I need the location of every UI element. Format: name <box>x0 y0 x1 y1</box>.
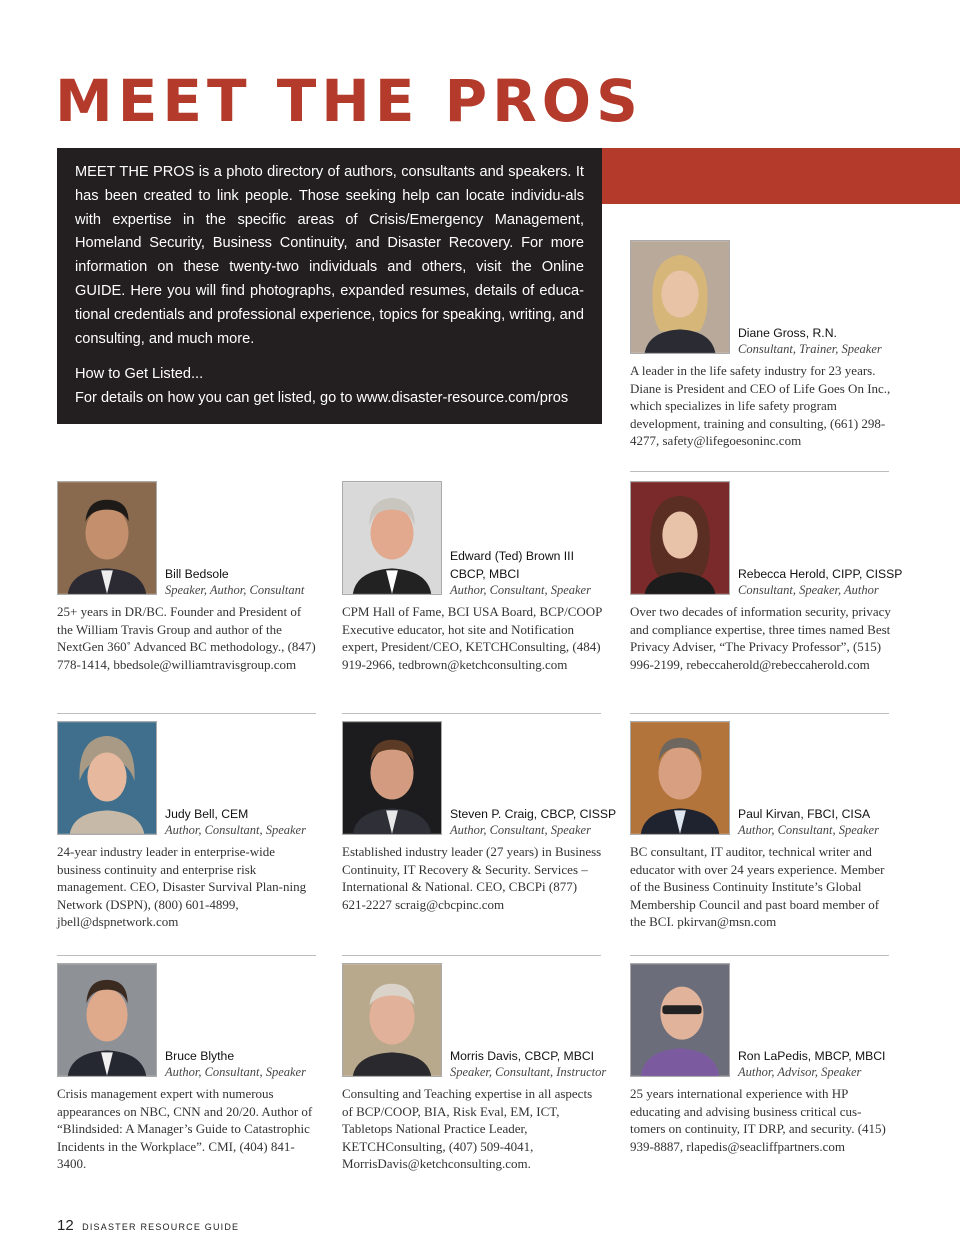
pro-roles: Speaker, Consultant, Instructor <box>450 1065 607 1079</box>
pro-bio: 25 years international experience with HP educating and advising business critical cus-tomers on continuity, IT DRP, and security. (415) 939-8887, rlapedis@seacliffpartners.com <box>630 1086 886 1154</box>
pro-name: Judy Bell, CEM <box>165 807 249 821</box>
how-to-get-listed-heading: How to Get Listed... <box>75 366 204 383</box>
pro-bio: 25+ years in DR/BC. Founder and President of the William Travis Group and author of the NextGen 360˚ Advanced BC methodology., (847) 778-1414, bbedsole@williamtravisgroup.com <box>57 604 316 672</box>
pro-roles: Consultant, Trainer, Speaker <box>738 342 882 356</box>
page-number: 12 <box>57 1217 74 1234</box>
intro-box <box>57 148 602 424</box>
pro-name: Bruce Blythe <box>165 1049 235 1063</box>
pro-name: Steven P. Craig, CBCP, CISSP <box>450 807 617 821</box>
pro-name: Bill Bedsole <box>165 567 229 581</box>
pro-name: Paul Kirvan, FBCI, CISA <box>738 807 871 821</box>
pro-name: Morris Davis, CBCP, MBCI <box>450 1049 595 1063</box>
page-title: MEET THE PROS <box>55 67 643 135</box>
pro-credentials: CBCP, MBCI <box>450 567 520 581</box>
pro-roles: Author, Consultant, Speaker <box>450 823 591 837</box>
pro-bio: Over two decades of information security, privacy and compliance expertise, three times named Best Privacy Adviser, “The Privacy Professor”, (515) 996-2199, rebeccaherold@rebeccaherold.com <box>630 604 891 672</box>
pro-photo <box>630 963 730 1077</box>
divider <box>630 713 889 714</box>
pro-roles: Consultant, Speaker, Author <box>738 583 879 597</box>
pro-roles: Author, Consultant, Speaker <box>165 823 306 837</box>
divider <box>342 713 601 714</box>
pro-name: Ron LaPedis, MBCP, MBCI <box>738 1049 886 1063</box>
pro-photo <box>630 721 730 835</box>
publication-name: DISASTER RESOURCE GUIDE <box>82 1222 240 1232</box>
pro-bio: A leader in the life safety industry for 23 years. Diane is President and CEO of Life Goes On Inc., which specializes in life safety program development, training and consulting, (661) 298-4277, safety@lifegoesoninc.com <box>630 363 891 449</box>
pro-photo <box>57 481 157 595</box>
pro-roles: Speaker, Author, Consultant <box>165 583 305 597</box>
pro-photo <box>342 721 442 835</box>
how-to-get-listed-text: For details on how you can get listed, go to www.disaster-resource.com/pros <box>75 390 569 407</box>
pro-bio: Crisis management expert with numerous appearances on NBC, CNN and 20/20. Author of “Blindsided: A Manager’s Guide to Catastrophic Incidents in the Workplace”. CMI, (404) 841-3400. <box>57 1086 313 1172</box>
divider <box>342 955 601 956</box>
pro-name: Diane Gross, R.N. <box>738 326 837 340</box>
accent-band <box>600 148 960 204</box>
pro-bio: Established industry leader (27 years) in Business Continuity, IT Recovery & Security. Services – International & National. CEO, CBCPi (877) 621-2227 scraig@cbcpinc.com <box>342 844 602 912</box>
pro-photo <box>342 963 442 1077</box>
divider <box>630 955 889 956</box>
pro-bio: CPM Hall of Fame, BCI USA Board, BCP/COOP Executive educator, hot site and Notification expert, President/CEO, KETCHConsulting, (484) 919-2966, tedbrown@ketchconsulting.com <box>342 604 602 672</box>
pro-roles: Author, Advisor, Speaker <box>738 1065 862 1079</box>
pro-photo <box>342 481 442 595</box>
pro-bio: Consulting and Teaching expertise in all aspects of BCP/COOP, BIA, Risk Eval, EM, ICT, Tabletops National Practice Leader, KETCHConsulting, (407) 509-4041, MorrisDavis@ketchconsulting.com. <box>342 1086 593 1172</box>
pro-name: Rebecca Herold, CIPP, CISSP <box>738 567 903 581</box>
intro-paragraph: MEET THE PROS is a photo directory of authors, consultants and speakers. It has been created to link people. Those seeking help can locate individu-als with expertise in the specific areas of Crisis/Emergency Management, Homeland Security, Business Continuity, and Disaster Recovery. For more information on these twenty-two individuals and others, visit the Online GUIDE. Here you will find photographs, expanded resumes, details of educa-tional credentials and professional experience, topics for speaking, writing, and consulting, and much more. <box>75 164 584 347</box>
divider <box>57 713 316 714</box>
pro-photo <box>630 240 730 354</box>
pro-roles: Author, Consultant, Speaker <box>165 1065 306 1079</box>
pro-photo <box>57 963 157 1077</box>
pro-photo <box>57 721 157 835</box>
pro-bio: BC consultant, IT auditor, technical writer and educator with over 24 years experience. Member of the Business Continuity Institute’s Global Membership Council and past board member of the BCI. pkirvan@msn.com <box>630 844 885 930</box>
pro-roles: Author, Consultant, Speaker <box>738 823 879 837</box>
divider <box>57 955 316 956</box>
page-footer <box>57 1217 239 1235</box>
pro-roles: Author, Consultant, Speaker <box>450 583 591 597</box>
pro-photo <box>630 481 730 595</box>
pro-name: Edward (Ted) Brown III <box>450 549 574 563</box>
divider <box>630 471 889 472</box>
pro-bio: 24-year industry leader in enterprise-wide business continuity and enterprise risk management. CEO, Disaster Survival Plan-ning Network (DSPN), (800) 601-4899, jbell@dspnetwork.com <box>57 844 307 930</box>
